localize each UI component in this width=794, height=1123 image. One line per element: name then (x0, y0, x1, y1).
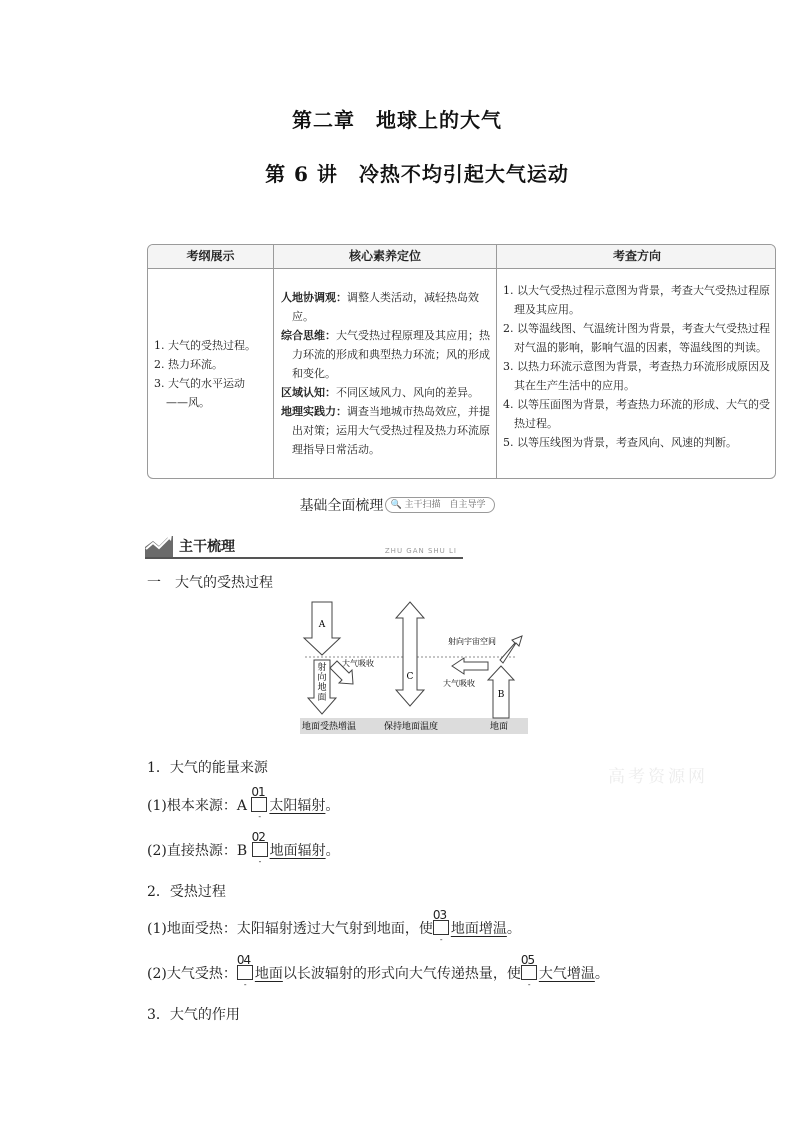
section-heading (0, 495, 794, 515)
atmosphere-role-heading: 3．大气的作用 (147, 1007, 240, 1023)
to-space-label: 射向宇宙空间 (448, 637, 496, 646)
answer-blank (251, 830, 270, 866)
question-prefix: (1)地面受热：太阳辐射透过大气射到地面，使 (147, 921, 433, 937)
answer-text: 地面增温 (450, 921, 507, 937)
arrow-c (396, 602, 424, 706)
absorb-arrow-2 (452, 658, 488, 674)
header-exam-direction: 考查方向 (497, 245, 776, 269)
blank-dash: - (258, 857, 262, 866)
blank-dash: - (258, 812, 262, 821)
blank-box (251, 797, 267, 812)
header-exam-outline: 考纲展示 (148, 245, 273, 269)
list-item: 1. 大气的受热过程。 (154, 338, 256, 352)
list-item: 1. 以大气受热过程示意图为背景，考查大气受热过程原理及其应用。 (503, 284, 770, 316)
list-item: 2. 以等温线图、气温统计图为背景，考查大气受热过程对气温的影响，影响气温的因素，等温线图的判读。 (503, 322, 770, 354)
bottom-label-mid: 保持地面温度 (384, 722, 439, 732)
question-line (147, 953, 609, 989)
heating-process-diagram (300, 600, 528, 734)
list-item (281, 402, 490, 459)
arrow-c-label: C (406, 672, 414, 682)
chapter-title: 第二章 地球上的大气 (292, 108, 502, 132)
question-line (147, 908, 521, 944)
section-tag-text: 主干扫描 自主导学 (404, 500, 486, 510)
core-literacy-cell (274, 269, 496, 478)
exam-direction-cell (497, 269, 776, 478)
banner-subtitle: ZHU GAN SHU LI (384, 547, 457, 555)
literacy-label: 人地协调观： (281, 291, 347, 304)
literacy-label: 区域认知： (281, 386, 336, 399)
answer-blank (251, 785, 269, 821)
question-line (147, 830, 340, 866)
blank-number: 01 (251, 785, 265, 799)
question-suffix: 。 (506, 921, 521, 937)
blank-box (433, 920, 449, 935)
blank-dash: - (527, 980, 531, 989)
list-item: ——风。 (166, 395, 210, 409)
answer-text: 地面辐射 (269, 843, 326, 859)
answer-text: 太阳辐射 (269, 798, 326, 814)
literacy-text: 大气受热过程原理及其应用；热力环流的形成和典型热力环流；风的形成和变化。 (292, 329, 490, 380)
subheading-heating-process: 一 大气的受热过程 (147, 575, 273, 591)
answer-blank (520, 953, 539, 989)
literacy-label: 地理实践力： (281, 405, 347, 418)
absorb-label-1: 大气吸收 (342, 659, 374, 668)
exam-outline-cell (148, 269, 273, 478)
list-item: 3. 以热力环流示意图为背景，考查热力环流形成原因及其在生产生活中的应用。 (503, 360, 770, 392)
arrow-b-label: B (497, 690, 505, 700)
list-item (281, 383, 490, 402)
section-title: 基础全面梳理 (299, 498, 384, 514)
blank-number: 03 (432, 908, 447, 922)
answer-blank (236, 953, 255, 989)
bottom-label-right: 地面 (490, 722, 509, 732)
list-item: 2. 热力环流。 (154, 357, 223, 371)
banner-title: 主干梳理 (179, 539, 235, 555)
banner-rule (145, 557, 463, 559)
blank-box (237, 965, 253, 980)
list-item: 4. 以等压面图为背景，考查热力环流的形成、大气的受热过程。 (503, 398, 770, 430)
arrow-a-label: A (318, 620, 326, 630)
blank-number: 05 (520, 953, 535, 967)
blank-dash: - (439, 935, 443, 944)
trend-chart-icon (145, 533, 173, 557)
section-banner (145, 533, 463, 559)
question-prefix: (2)大气受热： (147, 966, 237, 982)
answer-text: 地面 (254, 966, 283, 982)
arrow-to-space (500, 636, 522, 663)
watermark: 高考资源网 (608, 767, 708, 787)
list-item (281, 326, 490, 383)
question-suffix: 。 (325, 798, 340, 814)
blank-number: 04 (236, 953, 251, 967)
list-item: 5. 以等压线图为背景，考查风向、风速的判断。 (503, 436, 737, 449)
list-item (281, 288, 490, 326)
section-tag (385, 497, 494, 513)
literacy-text: 调整人类活动，减轻热岛效应。 (292, 291, 479, 323)
absorb-label-2: 大气吸收 (443, 679, 475, 688)
to-ground-label: 射向地面 (317, 663, 327, 703)
question-middle: 以长波辐射的形式向大气传递热量，使 (282, 966, 521, 982)
bottom-label-left: 地面受热增温 (302, 722, 357, 732)
list-item: 3. 大气的水平运动 (154, 376, 245, 390)
question-prefix: (1)根本来源：A (147, 798, 247, 814)
literacy-label: 综合思维： (281, 329, 336, 342)
question-suffix: 。 (594, 966, 609, 982)
question-suffix: 。 (325, 843, 340, 859)
lecture-title: 第 6 讲 冷热不均引起大气运动 (265, 162, 569, 186)
question-prefix: (2)直接热源：B (147, 843, 248, 859)
blank-dash: - (243, 980, 247, 989)
outline-table (147, 244, 776, 479)
question-line (147, 785, 340, 821)
answer-text: 大气增温 (538, 966, 595, 982)
heating-heading: 2．受热过程 (147, 884, 226, 900)
literacy-text: 不同区域风力、风向的差异。 (336, 386, 479, 399)
blank-box (252, 842, 268, 857)
blank-number: 02 (251, 830, 265, 844)
blank-box (521, 965, 537, 980)
energy-source-heading: 1．大气的能量来源 (147, 760, 268, 776)
magnifier-icon: 🔍 (390, 500, 402, 510)
answer-blank (432, 908, 451, 944)
header-core-literacy: 核心素养定位 (274, 245, 496, 269)
literacy-text: 调查当地城市热岛效应，并提出对策；运用大气受热过程及热力环流原理指导日常活动。 (292, 405, 490, 456)
